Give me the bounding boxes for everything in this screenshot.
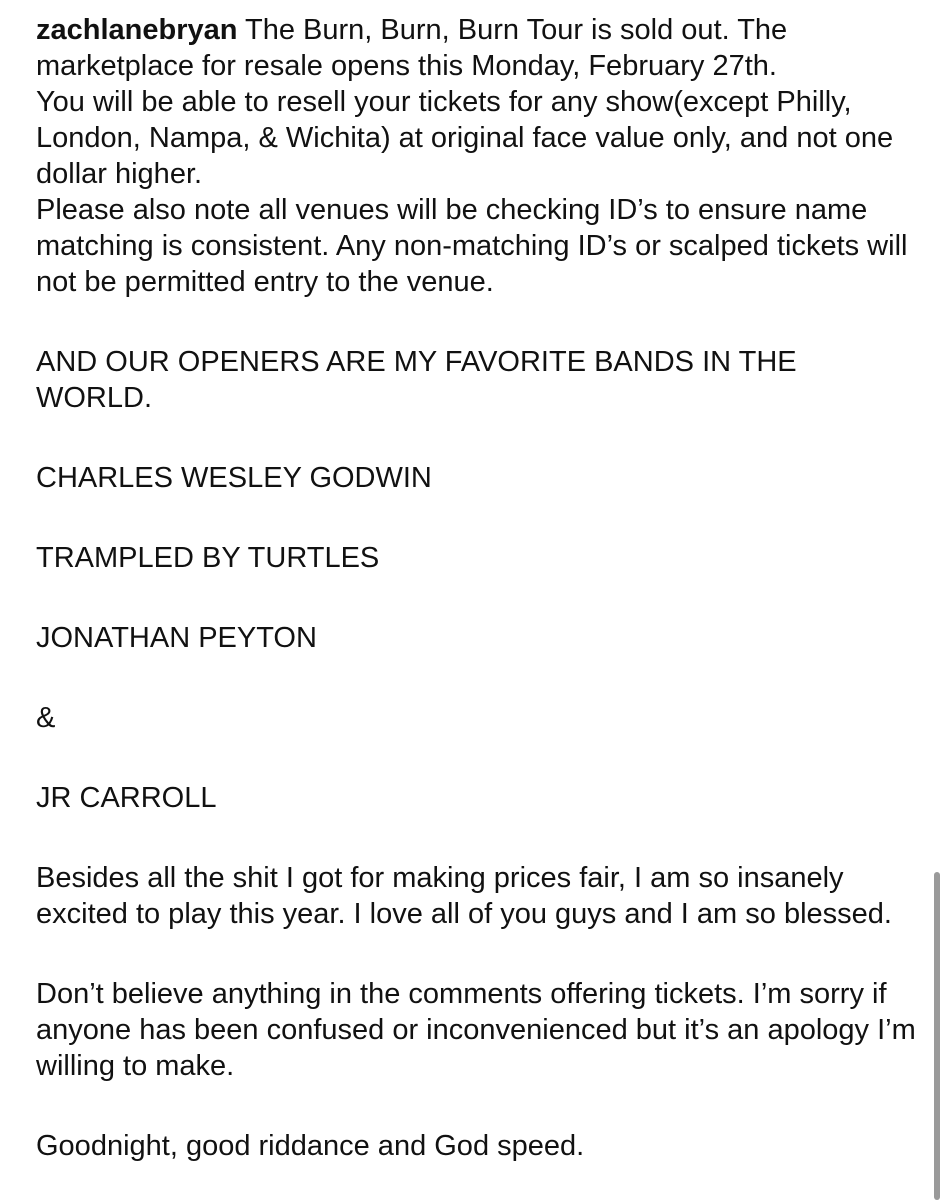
caption-ampersand: & [36,702,56,734]
caption-opener-2: TRAMPLED BY TURTLES [36,542,380,574]
caption-opener-4: JR CARROLL [36,782,217,814]
caption-intro [36,12,916,84]
caption-paragraph-id-check: Please also note all venues will be checking ID’s to ensure name matching is consistent. Any non-matching ID’s or scalped tickets will not be permitted entry to the venue. [36,194,908,298]
caption-paragraph-openers: AND OUR OPENERS ARE MY FAVORITE BANDS IN THE WORLD. [36,346,797,414]
username-link[interactable]: zachlanebryan [36,14,238,46]
caption-paragraph-excited: Besides all the shit I got for making prices fair, I am so insanely excited to play this year. I love all of you guys and I am so blessed. [36,862,892,930]
post-caption [36,12,916,1164]
caption-paragraph-warning: Don’t believe anything in the comments offering tickets. I’m sorry if anyone has been confused or inconvenienced but it’s an apology I’m willing to make. [36,978,916,1082]
caption-paragraph-resale: You will be able to resell your tickets for any show(except Philly, London, Nampa, & Wichita) at original face value only, and not one dollar higher. [36,86,894,190]
caption-paragraph-goodnight: Goodnight, good riddance and God speed. [36,1130,585,1162]
caption-opener-3: JONATHAN PEYTON [36,622,317,654]
caption-intro-text: The Burn, Burn, Burn Tour is sold out. The marketplace for resale opens this Monday, February 27th. [36,14,788,82]
caption-opener-1: CHARLES WESLEY GODWIN [36,462,432,494]
scrollbar-thumb[interactable] [934,872,940,1200]
